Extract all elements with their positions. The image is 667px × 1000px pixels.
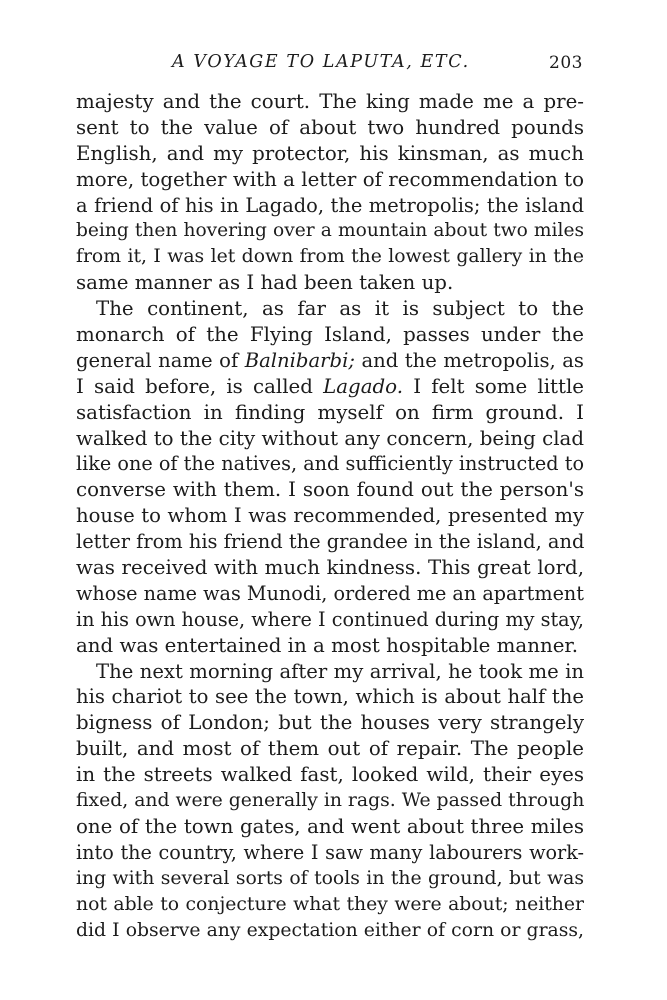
paragraph [76,659,584,944]
text-line: majesty and the court. The king made me a pre- [76,90,584,113]
text-line: more, together with a letter of recommendation to [76,167,584,191]
text-line: The continent, as far as it is subject to the [96,297,584,321]
text-line: walked to the city without any concern, being clad [76,426,584,450]
text-line: built, and most of them out of repair. The people [76,737,584,761]
text-line: ing with several sorts of tools in the ground, but was [76,867,584,889]
text-line: his chariot to see the town, which is about half the [76,685,584,709]
text-line: being then hovering over a mountain about two miles [76,220,584,242]
text-line: general name of Balnibarbi; and the metropolis, as [76,348,584,372]
running-header [0,52,667,78]
text-line: fixed, and were generally in rags. We passed through [76,790,585,812]
text-line: sent to the value of about two hundred pounds [76,115,584,139]
text-line: did I observe any expectation either of corn or grass, [76,919,584,941]
text-line: in his own house, where I continued during my stay, [76,607,584,631]
text-line: not able to conjecture what they were about; neither [76,893,584,915]
text-line: letter from his friend the grandee in the island, and [76,530,585,554]
text-line: into the country, where I saw many labourers work- [76,840,584,864]
text-line: from it, I was let down from the lowest gallery in the [76,246,584,268]
text-line: I said before, is called Lagado. I felt some little [76,374,584,398]
text-line: satisfaction in finding myself on firm ground. I [76,400,584,424]
text-line: converse with them. I soon found out the person's [76,478,584,502]
text-line: bigness of London; but the houses very strangely [76,711,584,735]
paragraph [76,296,584,658]
text-line: same manner as I had been taken up. [76,271,454,295]
running-title: A VOYAGE TO LAPUTA, ETC. [172,52,470,72]
text-line: in the streets walked fast, looked wild, their eyes [76,763,584,787]
paragraph [76,89,584,296]
text-line: whose name was Munodi, ordered me an apartment [76,581,584,605]
text-line: a friend of his in Lagado, the metropolis; the island [76,193,584,217]
text-line: English, and my protector, his kinsman, as much [76,141,584,165]
text-line: one of the town gates, and went about three miles [76,814,584,838]
text-line: house to whom I was recommended, presented my [76,504,584,528]
body-text [76,89,584,943]
text-line: The next morning after my arrival, he took me in [96,659,584,683]
text-line: was received with much kindness. This great lord, [76,556,584,580]
text-line: like one of the natives, and sufficiently instructed to [76,452,584,476]
page-number: 203 [549,53,583,73]
text-line: monarch of the Flying Island, passes under the [76,323,584,347]
text-line: and was entertained in a most hospitable manner. [76,633,578,657]
